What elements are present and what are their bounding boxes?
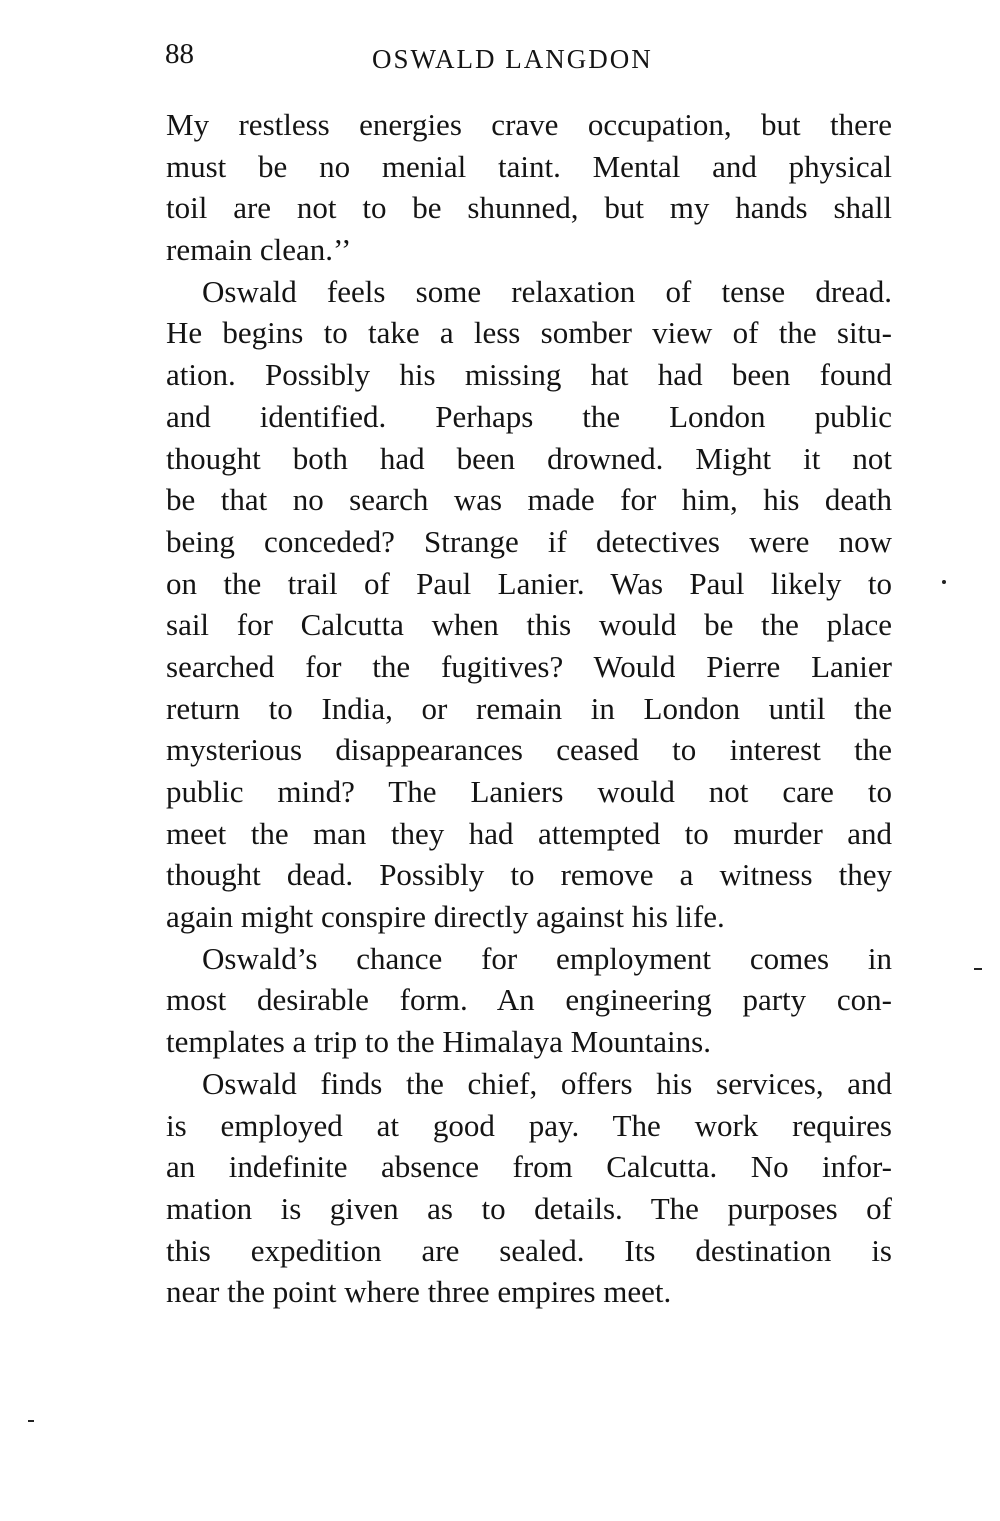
text-line: Oswald feels some relaxation of tense dread. — [202, 273, 892, 309]
text-line: again might conspire directly against his life. — [166, 899, 725, 935]
text-line: being conceded? Strange if detectives were now — [166, 523, 892, 559]
text-line: most desirable form. An engineering party con- — [166, 982, 892, 1018]
text-line: public mind? The Laniers would not care to — [166, 774, 892, 809]
text-line: near the point where three empires meet. — [166, 1274, 672, 1310]
text-line: must be no menial taint. Mental and physical — [166, 148, 892, 184]
text-line: meet the man they had attempted to murder and — [166, 815, 892, 851]
text-line: return to India, or remain in London until the — [166, 690, 892, 726]
text-line: remain clean.’’ — [166, 232, 352, 268]
text-line: toil are not to be shunned, but my hands shall — [166, 190, 892, 226]
text-line: an indefinite absence from Calcutta. No infor- — [166, 1149, 892, 1185]
text-line: thought dead. Possibly to remove a witness they — [166, 857, 892, 893]
text-line: mysterious disappearances ceased to interest the — [166, 732, 892, 768]
text-line: searched for the fugitives? Would Pierre Lanier — [166, 648, 892, 684]
running-title: OSWALD LANGDON — [372, 44, 653, 74]
text-line: thought both had been drowned. Might it not — [166, 440, 892, 476]
text-line: be that no search was made for him, his death — [166, 482, 892, 518]
text-line: He begins to take a less somber view of the situ- — [166, 315, 892, 351]
page-number: 88 — [165, 38, 194, 70]
text-line: ation. Possibly his missing hat had been found — [166, 357, 892, 393]
text-line: mation is given as to details. The purposes of — [166, 1190, 892, 1226]
text-line: this expedition are sealed. Its destination is — [166, 1232, 892, 1268]
text-line: My restless energies crave occupation, but there — [166, 107, 892, 142]
text-line: sail for Calcutta when this would be the place — [166, 607, 892, 643]
text-line: Oswald finds the chief, offers his services, and — [202, 1065, 892, 1101]
text-line: is employed at good pay. The work requires — [166, 1107, 892, 1143]
text-line: templates a trip to the Himalaya Mountains. — [166, 1024, 711, 1060]
text-line: and identified. Perhaps the London public — [166, 398, 892, 434]
text-line: Oswald’s chance for employment comes in — [202, 940, 892, 976]
body-text — [166, 104, 892, 1313]
margin-speck — [942, 580, 946, 584]
margin-speck — [28, 1420, 34, 1422]
margin-speck — [974, 968, 982, 970]
text-line: on the trail of Paul Lanier. Was Paul likely to — [166, 565, 892, 601]
